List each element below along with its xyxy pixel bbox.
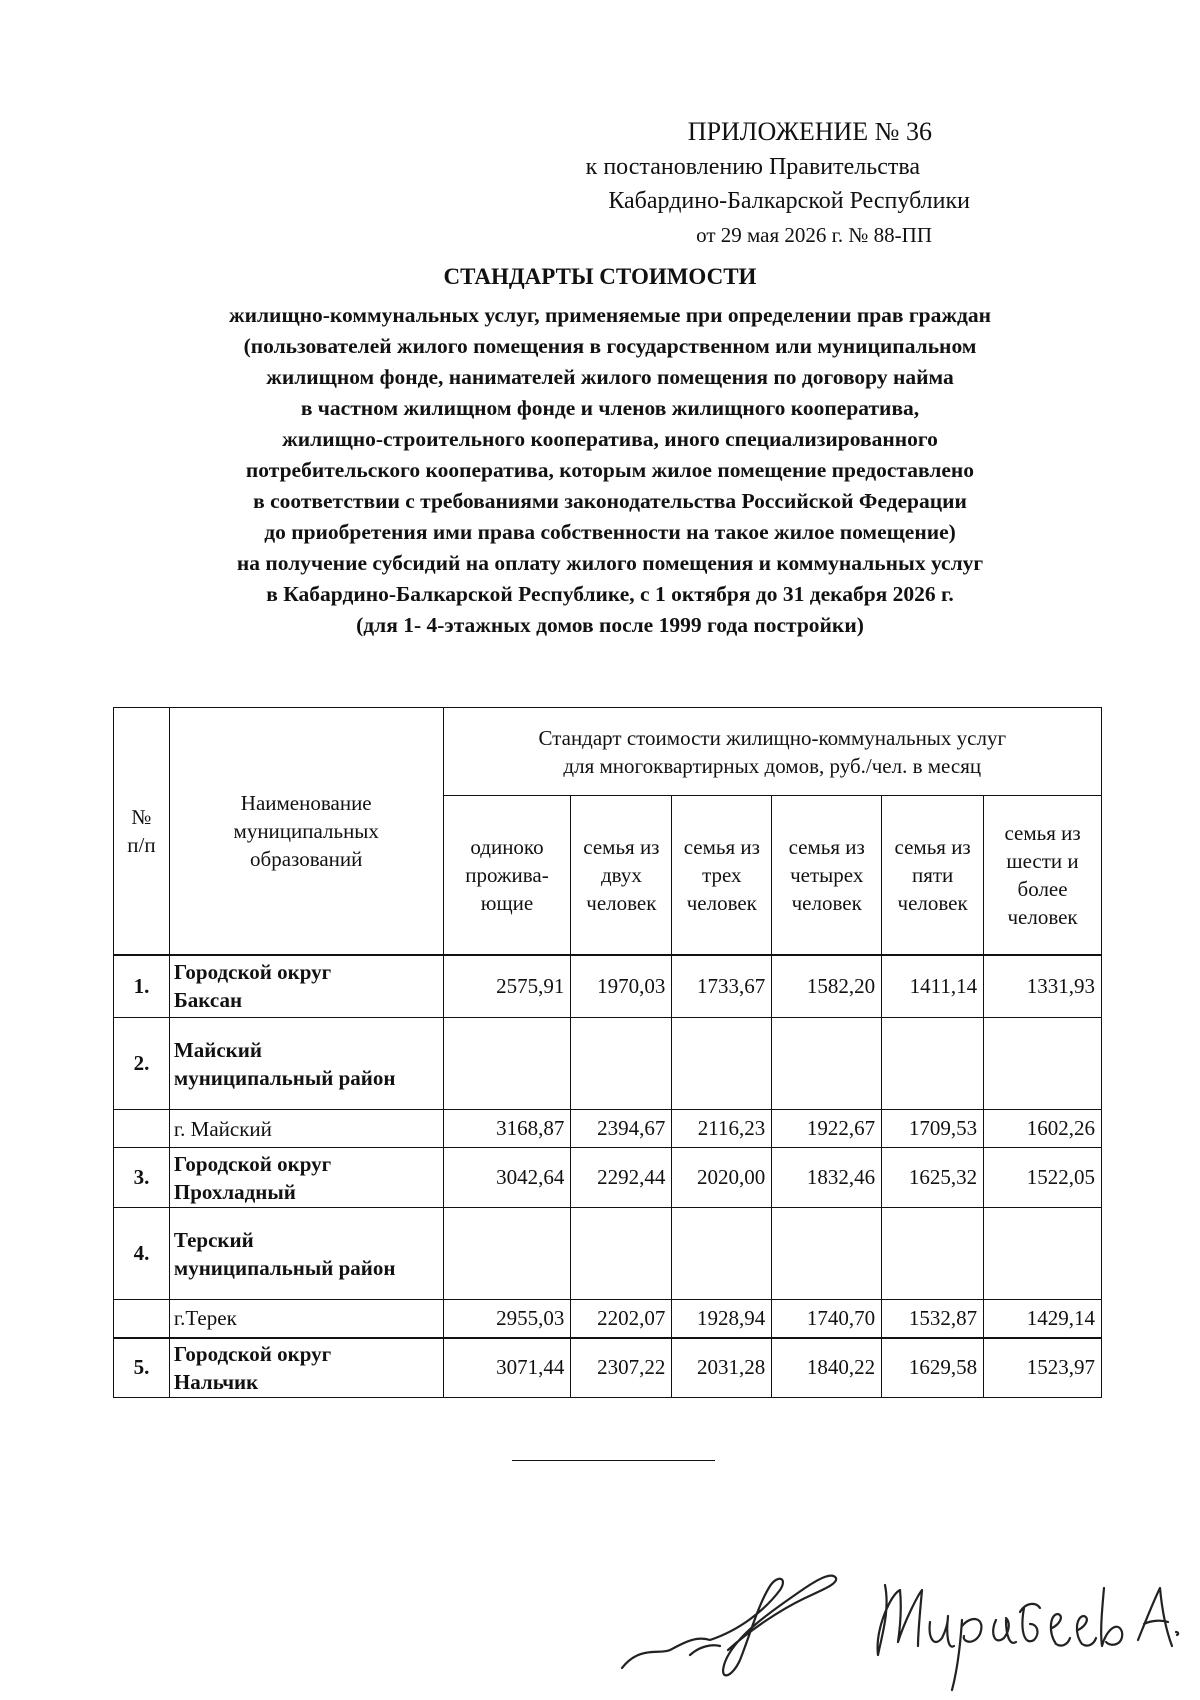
cell-value: 1582,20 — [772, 955, 882, 1018]
subtitle-line: на получение субсидий на оплату жилого помещения и коммунальных услуг — [236, 551, 984, 575]
appendix-number: ПРИЛОЖЕНИЕ № 36 — [687, 117, 932, 146]
document-subtitle — [120, 300, 1100, 641]
row-name: Городской округ Прохладный — [169, 1148, 443, 1208]
cell-value: 3071,44 — [443, 1338, 571, 1398]
table-header-row — [114, 708, 1102, 796]
cell-value: 1733,67 — [672, 955, 772, 1018]
cell-value: 1532,87 — [882, 1300, 984, 1338]
row-name: Майский муниципальный район — [169, 1018, 443, 1110]
cell-value: 1429,14 — [984, 1300, 1102, 1338]
row-name: г.Терек — [169, 1300, 443, 1338]
header-col-five: семья из пяти человек — [882, 796, 984, 955]
cell-value — [443, 1018, 571, 1110]
cell-value: 1840,22 — [772, 1338, 882, 1398]
cell-value: 1922,67 — [772, 1110, 882, 1148]
subtitle-line: в частном жилищном фонде и членов жилищного кооператива, — [300, 396, 920, 420]
header-name: Наименование муниципальных образований — [169, 708, 443, 955]
cell-value: 1602,26 — [984, 1110, 1102, 1148]
header-no: № п/п — [114, 708, 170, 955]
subtitle-line: жилищном фонде, нанимателей жилого помещения по договору найма — [266, 365, 954, 389]
cell-value: 2307,22 — [571, 1338, 672, 1398]
table-row — [114, 1018, 1102, 1110]
header-col-single: одиноко прожива- ющие — [443, 796, 571, 955]
table-row — [114, 955, 1102, 1018]
cell-value — [984, 1208, 1102, 1300]
cell-value — [672, 1018, 772, 1110]
cell-value: 1411,14 — [882, 955, 984, 1018]
cell-value — [772, 1208, 882, 1300]
subtitle-line: до приобретения ими права собственности на такое жилое помещение) — [264, 520, 956, 544]
row-name: Терский муниципальный район — [169, 1208, 443, 1300]
subtitle-line: (для 1- 4-этажных домов после 1999 года постройки) — [356, 613, 864, 637]
cell-value: 2020,00 — [672, 1148, 772, 1208]
header-col-six: семья из шести и более человек — [984, 796, 1102, 955]
table-row — [114, 1110, 1102, 1148]
row-number — [114, 1110, 170, 1148]
cell-value: 2292,44 — [571, 1148, 672, 1208]
header-col-three: семья из трех человек — [672, 796, 772, 955]
cell-value: 2394,67 — [571, 1110, 672, 1148]
appendix-block — [410, 114, 970, 252]
table-row — [114, 1148, 1102, 1208]
cell-value: 1523,97 — [984, 1338, 1102, 1398]
appendix-republic: Кабардино-Балкарской Республики — [608, 188, 970, 214]
cell-value — [443, 1208, 571, 1300]
end-divider — [512, 1460, 715, 1461]
cell-value: 2575,91 — [443, 955, 571, 1018]
row-number: 2. — [114, 1018, 170, 1110]
header-col-four: семья из четырех человек — [772, 796, 882, 955]
row-name: г. Майский — [169, 1110, 443, 1148]
cell-value — [984, 1018, 1102, 1110]
cell-value — [882, 1018, 984, 1110]
document-title: СТАНДАРТЫ СТОИМОСТИ — [443, 264, 757, 289]
subtitle-line: в соответствии с требованиями законодательства Российской Федерации — [253, 489, 967, 513]
cell-value: 2116,23 — [672, 1110, 772, 1148]
cell-value: 3168,87 — [443, 1110, 571, 1148]
appendix-decree: к постановлению Правительства — [585, 154, 920, 180]
subtitle-line: потребительского кооператива, которым жилое помещение предоставлено — [245, 458, 975, 482]
row-name: Городской округ Нальчик — [169, 1338, 443, 1398]
row-name: Городской округ Баксан — [169, 955, 443, 1018]
header-col-two: семья из двух человек — [571, 796, 672, 955]
row-number: 5. — [114, 1338, 170, 1398]
table-row — [114, 1338, 1102, 1398]
cell-value — [571, 1018, 672, 1110]
cell-value: 3042,64 — [443, 1148, 571, 1208]
table-row — [114, 1208, 1102, 1300]
cell-value: 1832,46 — [772, 1148, 882, 1208]
subtitle-line: жилищно-строительного кооператива, иного специализированного — [282, 427, 938, 451]
standards-table — [113, 707, 1102, 1398]
row-number: 1. — [114, 955, 170, 1018]
cell-value: 1331,93 — [984, 955, 1102, 1018]
cell-value: 2202,07 — [571, 1300, 672, 1338]
cell-value: 1740,70 — [772, 1300, 882, 1338]
subtitle-line: (пользователей жилого помещения в государственном или муниципальном — [243, 334, 977, 358]
table-row — [114, 1300, 1102, 1338]
row-number: 3. — [114, 1148, 170, 1208]
cell-value: 2031,28 — [672, 1338, 772, 1398]
cell-value — [672, 1208, 772, 1300]
header-group: Стандарт стоимости жилищно-коммунальных услуг для многоквартирных домов, руб./чел. в месяц — [443, 708, 1101, 796]
cell-value: 1625,32 — [882, 1148, 984, 1208]
subtitle-line: в Кабардино-Балкарской Республике, с 1 октября до 31 декабря 2026 г. — [266, 582, 954, 606]
subtitle-line: жилищно-коммунальных услуг, применяемые при определении прав граждан — [229, 303, 991, 327]
cell-value — [772, 1018, 882, 1110]
row-number — [114, 1300, 170, 1338]
cell-value: 1928,94 — [672, 1300, 772, 1338]
cell-value: 2955,03 — [443, 1300, 571, 1338]
appendix-date: от 29 мая 2026 г. № 88-ПП — [696, 223, 932, 247]
cell-value — [882, 1208, 984, 1300]
signature-image — [600, 1550, 1180, 1700]
row-number: 4. — [114, 1208, 170, 1300]
cell-value: 1522,05 — [984, 1148, 1102, 1208]
cell-value: 1709,53 — [882, 1110, 984, 1148]
cell-value: 1629,58 — [882, 1338, 984, 1398]
cell-value: 1970,03 — [571, 955, 672, 1018]
cell-value — [571, 1208, 672, 1300]
